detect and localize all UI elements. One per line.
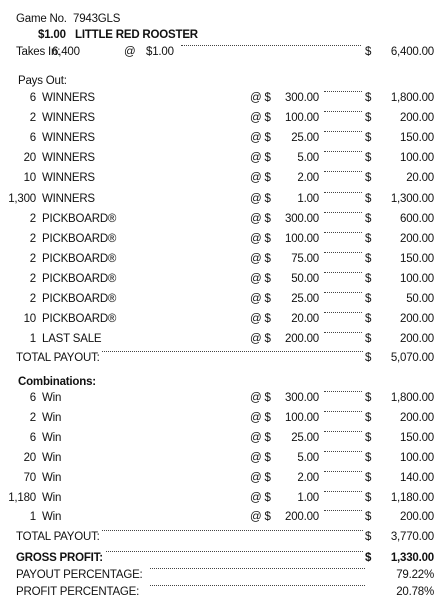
at-price: @ $ <box>250 511 271 524</box>
amount: 1.00 <box>297 192 319 205</box>
leader-dots <box>324 252 362 253</box>
line-total: 140.00 <box>400 471 434 484</box>
pays-out-title: Pays Out: <box>18 75 67 87</box>
line-total: 1,300.00 <box>390 192 434 205</box>
dollar-sign: $ <box>365 392 372 404</box>
takes-in-quantity: 6,400 <box>52 46 80 58</box>
payout-row <box>0 212 446 227</box>
at-price: @ $ <box>250 172 271 185</box>
payout-row <box>0 312 446 327</box>
amount: 25.00 <box>291 132 319 145</box>
leader-dots <box>324 491 362 492</box>
amount: 20.00 <box>291 313 319 326</box>
line-total: 200.00 <box>400 313 434 326</box>
at-price: @ $ <box>250 333 271 346</box>
item-label: LAST SALE <box>42 333 102 346</box>
dollar-sign: $ <box>365 491 372 504</box>
amount: 300.00 <box>285 392 319 404</box>
at-price: @ $ <box>250 212 271 225</box>
pays-out-heading <box>0 74 446 89</box>
payout-row <box>0 151 446 166</box>
line-total: 200.00 <box>400 112 434 125</box>
at-price: @ $ <box>250 252 271 265</box>
takes-in-label: Takes In: <box>16 46 61 58</box>
item-label: Win <box>42 451 62 464</box>
takes-in-line <box>0 45 446 60</box>
game-number: 7943GLS <box>73 13 121 25</box>
dollar-sign: $ <box>365 511 372 524</box>
leader-dots <box>324 411 362 412</box>
combination-total-value: 3,770.00 <box>390 531 434 543</box>
leader-dots <box>324 510 362 511</box>
leader-dots <box>324 232 362 233</box>
item-label: Win <box>42 511 62 524</box>
at-price: @ $ <box>250 112 271 125</box>
dollar-sign: $ <box>365 411 372 424</box>
line-total: 100.00 <box>400 272 434 285</box>
combination-row <box>0 431 446 446</box>
quantity: 2 <box>29 212 36 225</box>
item-label: Win <box>42 392 62 404</box>
payout-row <box>0 111 446 126</box>
amount: 300.00 <box>285 92 319 104</box>
dollar-sign: $ <box>365 172 372 185</box>
line-total: 200.00 <box>400 511 434 524</box>
amount: 100.00 <box>285 112 319 125</box>
dollar-sign: $ <box>365 232 372 245</box>
quantity: 6 <box>29 392 36 404</box>
quantity: 10 <box>23 172 36 185</box>
payout-total-line <box>0 351 446 366</box>
quantity: 20 <box>23 451 36 464</box>
amount: 2.00 <box>297 471 319 484</box>
profit-percentage-value: 20.78% <box>396 586 434 598</box>
line-total: 50.00 <box>406 293 434 305</box>
combination-row <box>0 411 446 426</box>
quantity: 2 <box>29 411 36 424</box>
amount: 100.00 <box>285 411 319 424</box>
item-label: WINNERS <box>42 112 95 125</box>
at-price: @ $ <box>250 471 271 484</box>
dollar-sign: $ <box>365 333 372 346</box>
amount: 50.00 <box>291 272 319 285</box>
item-label: WINNERS <box>42 92 95 104</box>
game-number-label: Game No. <box>16 13 67 25</box>
at-price: @ $ <box>250 132 271 145</box>
at-price: @ $ <box>250 451 271 464</box>
combination-row <box>0 451 446 466</box>
gross-profit-dollar: $ <box>365 552 372 564</box>
quantity: 1,180 <box>8 491 36 504</box>
dollar-sign: $ <box>365 451 372 464</box>
quantity: 10 <box>23 313 36 326</box>
leader-dots <box>324 292 362 293</box>
amount: 25.00 <box>291 293 319 305</box>
leader-dots <box>324 192 362 193</box>
dollar-sign: $ <box>365 313 372 326</box>
dollar-sign: $ <box>365 431 372 444</box>
at-price: @ $ <box>250 232 271 245</box>
combination-total-label: TOTAL PAYOUT: <box>16 531 100 543</box>
item-label: WINNERS <box>42 192 95 205</box>
game-number-line <box>0 12 446 27</box>
combinations-heading <box>0 375 446 390</box>
dollar-sign: $ <box>365 471 372 484</box>
quantity: 2 <box>29 252 36 265</box>
payout-row <box>0 332 446 347</box>
takes-in-dollar: $ <box>365 46 372 58</box>
item-label: PICKBOARD® <box>42 293 117 305</box>
amount: 2.00 <box>297 172 319 185</box>
payout-row <box>0 91 446 106</box>
quantity: 70 <box>23 471 36 484</box>
game-name: LITTLE RED ROOSTER <box>75 29 198 41</box>
leader-dots <box>324 312 362 313</box>
amount: 200.00 <box>285 333 319 346</box>
payout-total-label: TOTAL PAYOUT: <box>16 352 100 364</box>
leader-dots <box>324 332 362 333</box>
quantity: 1 <box>29 511 36 524</box>
item-label: PICKBOARD® <box>42 272 117 285</box>
dollar-sign: $ <box>365 92 372 104</box>
at-price: @ $ <box>250 491 271 504</box>
leader-dots <box>324 151 362 152</box>
line-total: 100.00 <box>400 152 434 165</box>
line-total: 100.00 <box>400 451 434 464</box>
line-total: 200.00 <box>400 232 434 245</box>
quantity: 20 <box>23 152 36 165</box>
dollar-sign: $ <box>365 272 372 285</box>
profit-percentage-label: PROFIT PERCENTAGE: <box>16 586 140 598</box>
gross-profit-value: 1,330.00 <box>390 552 434 564</box>
at-price: @ $ <box>250 411 271 424</box>
line-total: 20.00 <box>406 172 434 185</box>
at-price: @ $ <box>250 152 271 165</box>
item-label: Win <box>42 431 62 444</box>
dollar-sign: $ <box>365 252 372 265</box>
quantity: 2 <box>29 112 36 125</box>
leader-dots <box>324 471 362 472</box>
quantity: 6 <box>29 92 36 104</box>
leader-dots <box>324 272 362 273</box>
profit-percentage-line <box>0 585 446 600</box>
item-label: PICKBOARD® <box>42 232 117 245</box>
game-title-line <box>0 28 446 43</box>
dollar-sign: $ <box>365 212 372 225</box>
leader-dots <box>324 451 362 452</box>
quantity: 2 <box>29 232 36 245</box>
amount: 100.00 <box>285 232 319 245</box>
leader-dots <box>150 568 365 569</box>
amount: 25.00 <box>291 431 319 444</box>
leader-dots <box>150 585 365 586</box>
quantity: 6 <box>29 132 36 145</box>
line-total: 1,180.00 <box>390 491 434 504</box>
line-total: 200.00 <box>400 411 434 424</box>
line-total: 200.00 <box>400 333 434 346</box>
leader-dots <box>324 131 362 132</box>
amount: 75.00 <box>291 252 319 265</box>
gross-profit-label: GROSS PROFIT: <box>16 552 103 564</box>
line-total: 150.00 <box>400 431 434 444</box>
payout-percentage-label: PAYOUT PERCENTAGE: <box>16 569 143 581</box>
dollar-sign: $ <box>365 132 372 145</box>
at-price: @ $ <box>250 192 271 205</box>
dollar-sign: $ <box>365 152 372 165</box>
line-total: 150.00 <box>400 252 434 265</box>
item-label: PICKBOARD® <box>42 313 117 326</box>
payout-row <box>0 232 446 247</box>
dollar-sign: $ <box>365 112 372 125</box>
combination-total-dollar: $ <box>365 531 372 543</box>
amount: 5.00 <box>297 152 319 165</box>
leader-dots <box>102 351 363 352</box>
item-label: PICKBOARD® <box>42 212 117 225</box>
leader-dots <box>181 45 361 46</box>
combination-row <box>0 510 446 525</box>
leader-dots <box>324 111 362 112</box>
item-label: WINNERS <box>42 172 95 185</box>
payout-row <box>0 272 446 287</box>
payout-row <box>0 131 446 146</box>
leader-dots <box>324 91 362 92</box>
takes-in-at: @ <box>124 46 136 58</box>
at-price: @ $ <box>250 313 271 326</box>
at-price: @ $ <box>250 92 271 104</box>
item-label: WINNERS <box>42 152 95 165</box>
payout-row <box>0 252 446 267</box>
amount: 300.00 <box>285 212 319 225</box>
dollar-sign: $ <box>365 192 372 205</box>
payout-row <box>0 171 446 186</box>
takes-in-total: 6,400.00 <box>390 46 434 58</box>
leader-dots <box>324 391 362 392</box>
dollar-sign: $ <box>365 293 372 305</box>
combination-total-line <box>0 530 446 545</box>
item-label: PICKBOARD® <box>42 252 117 265</box>
item-label: Win <box>42 411 62 424</box>
payout-total-dollar: $ <box>365 352 372 364</box>
line-total: 150.00 <box>400 132 434 145</box>
takes-in-price: $1.00 <box>146 46 174 58</box>
payout-row <box>0 292 446 307</box>
at-price: @ $ <box>250 272 271 285</box>
quantity: 2 <box>29 272 36 285</box>
combination-row <box>0 471 446 486</box>
amount: 1.00 <box>297 491 319 504</box>
quantity: 1,300 <box>8 192 36 205</box>
line-total: 1,800.00 <box>390 392 434 404</box>
amount: 5.00 <box>297 451 319 464</box>
payout-percentage-value: 79.22% <box>396 569 434 581</box>
game-price: $1.00 <box>38 29 66 41</box>
leader-dots <box>324 431 362 432</box>
at-price: @ $ <box>250 392 271 404</box>
leader-dots <box>106 551 363 552</box>
leader-dots <box>102 530 363 531</box>
quantity: 6 <box>29 431 36 444</box>
combination-row <box>0 391 446 406</box>
payout-percentage-line <box>0 568 446 583</box>
line-total: 1,800.00 <box>390 92 434 104</box>
payout-row <box>0 192 446 207</box>
line-total: 600.00 <box>400 212 434 225</box>
quantity: 2 <box>29 293 36 305</box>
at-price: @ $ <box>250 431 271 444</box>
amount: 200.00 <box>285 511 319 524</box>
quantity: 1 <box>29 333 36 346</box>
item-label: WINNERS <box>42 132 95 145</box>
payout-total-value: 5,070.00 <box>390 352 434 364</box>
combinations-title: Combinations: <box>18 376 96 388</box>
gross-profit-line <box>0 551 446 566</box>
combination-row <box>0 491 446 506</box>
leader-dots <box>324 212 362 213</box>
leader-dots <box>324 171 362 172</box>
at-price: @ $ <box>250 293 271 305</box>
item-label: Win <box>42 471 62 484</box>
item-label: Win <box>42 491 62 504</box>
